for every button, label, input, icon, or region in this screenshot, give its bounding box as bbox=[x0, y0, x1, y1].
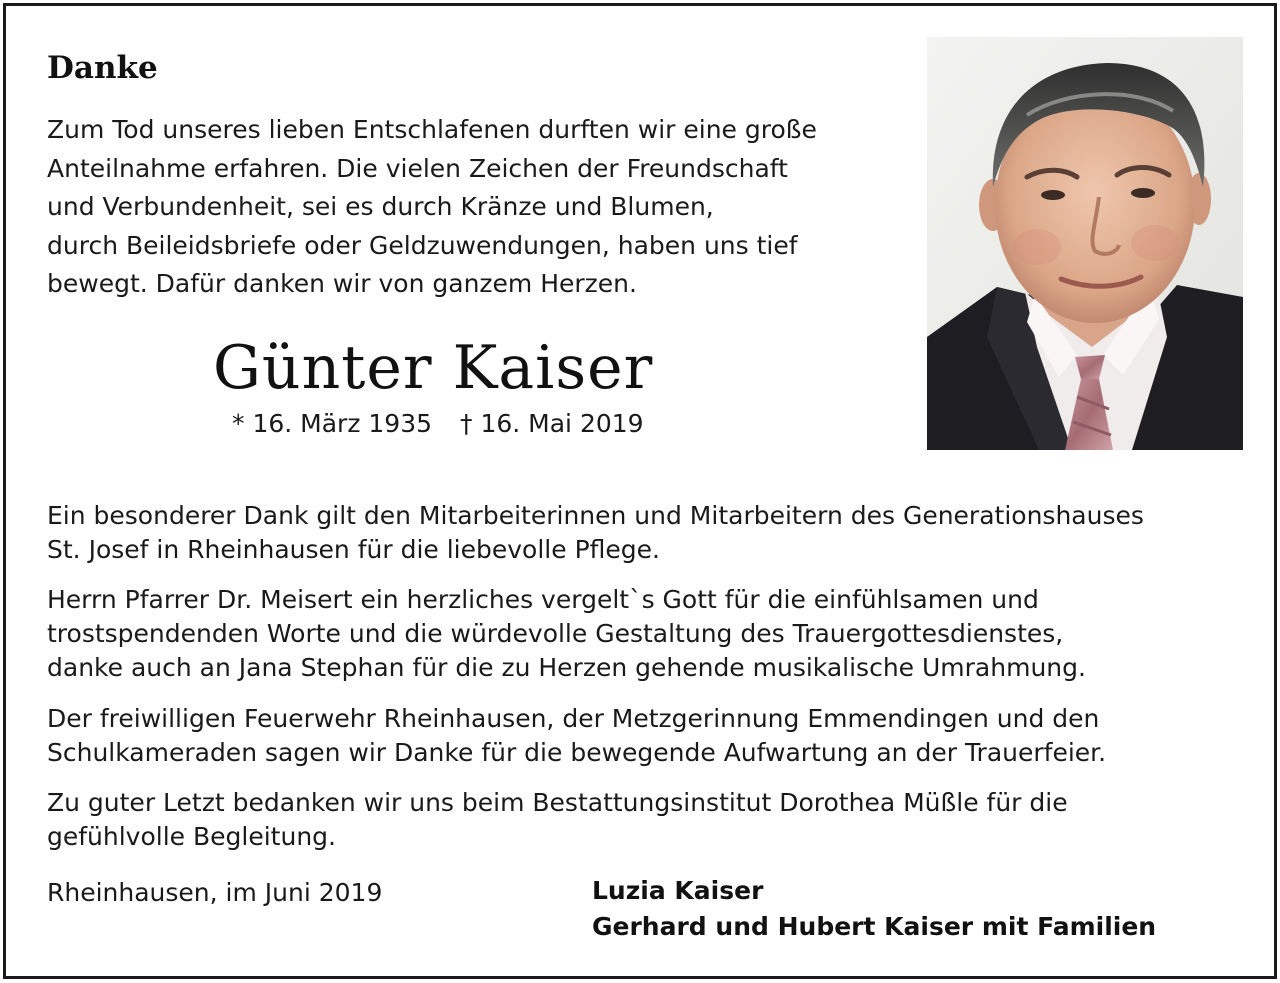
paragraph-line: danke auch an Jana Stephan für die zu Herzen gehende musikalische Umrahmung. bbox=[47, 653, 1086, 682]
life-dates bbox=[232, 409, 644, 438]
thanks-paragraph bbox=[47, 583, 1086, 685]
paragraph-line: St. Josef in Rheinhausen für die liebevolle Pflege. bbox=[47, 535, 660, 564]
thanks-paragraph bbox=[47, 702, 1106, 770]
death-date: † 16. Mai 2019 bbox=[460, 409, 644, 438]
paragraph-line: trostspendenden Worte und die würdevolle Gestaltung des Trauergottesdienstes, bbox=[47, 619, 1064, 648]
paragraph-line: Schulkameraden sagen wir Danke für die bewegende Aufwartung an der Trauerfeier. bbox=[47, 738, 1107, 767]
deceased-name: Günter Kaiser bbox=[213, 333, 654, 403]
paragraph-line: Herrn Pfarrer Dr. Meisert ein herzliches vergelt`s Gott für die einfühlsamen und bbox=[47, 585, 1039, 614]
paragraph-line: gefühlvolle Begleitung. bbox=[47, 822, 336, 851]
place-date: Rheinhausen, im Juni 2019 bbox=[47, 878, 383, 907]
thanks-paragraph bbox=[47, 786, 1068, 854]
intro-line: bewegt. Dafür danken wir von ganzem Herzen. bbox=[47, 269, 637, 298]
paragraph-line: Zu guter Letzt bedanken wir uns beim Bestattungsinstitut Dorothea Müßle für die bbox=[47, 788, 1068, 817]
paragraph-line: Ein besonderer Dank gilt den Mitarbeiterinnen und Mitarbeitern des Generationshauses bbox=[47, 501, 1144, 530]
thanks-paragraph bbox=[47, 499, 1144, 567]
intro-line: Anteilnahme erfahren. Die vielen Zeichen der Freundschaft bbox=[47, 153, 788, 183]
signature-line: Gerhard und Hubert Kaiser mit Familien bbox=[592, 912, 1157, 941]
birth-date: * 16. März 1935 bbox=[232, 409, 433, 438]
portrait-photo bbox=[927, 37, 1243, 450]
intro-line: Zum Tod unseres lieben Entschlafenen durften wir eine große bbox=[47, 115, 817, 144]
signature-line: Luzia Kaiser bbox=[592, 876, 764, 905]
signature-block bbox=[592, 873, 1156, 945]
paragraph-line: Der freiwilligen Feuerwehr Rheinhausen, der Metzgerinnung Emmendingen und den bbox=[47, 704, 1100, 733]
intro-line: und Verbundenheit, sei es durch Kränze und Blumen, bbox=[47, 192, 714, 221]
intro-text bbox=[47, 111, 817, 304]
intro-line: durch Beileidsbriefe oder Geldzuwendungen, haben uns tief bbox=[47, 230, 798, 260]
heading: Danke bbox=[47, 50, 158, 86]
